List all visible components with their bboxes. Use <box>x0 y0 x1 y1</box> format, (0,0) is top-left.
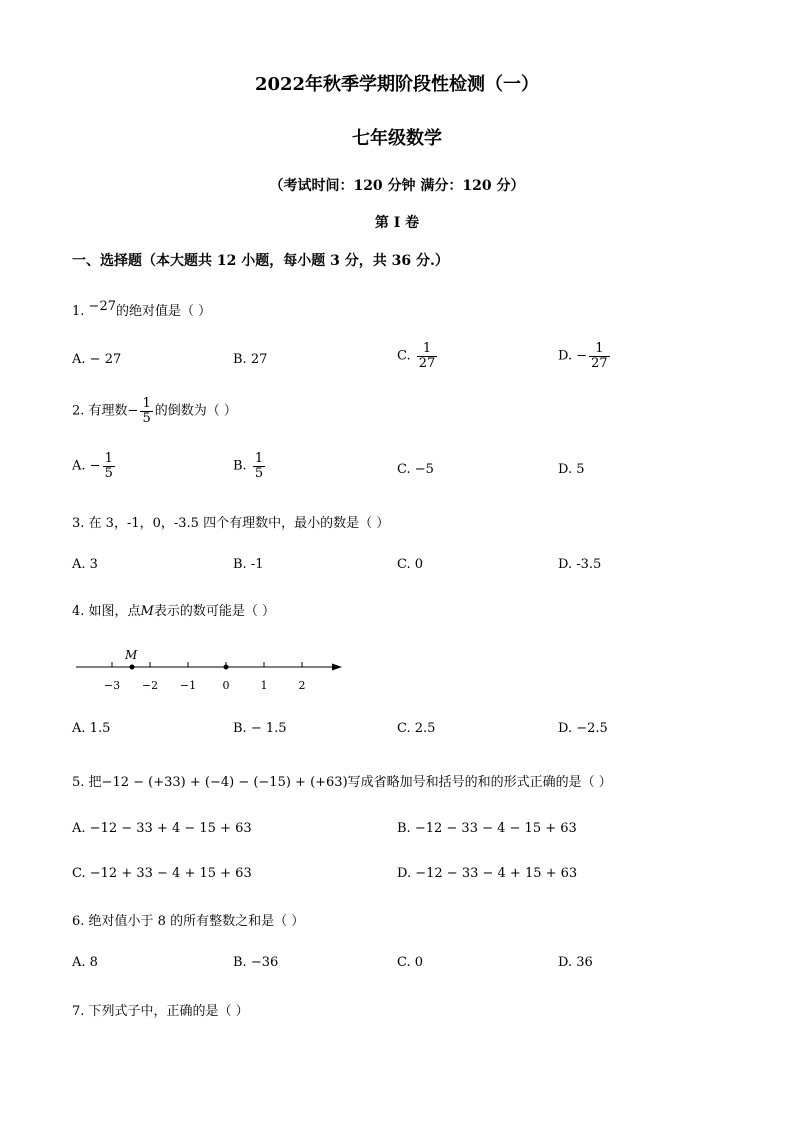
question-5-option-d[interactable] <box>397 866 577 881</box>
option-text: 27 <box>250 352 268 367</box>
option-label: D. <box>558 721 573 736</box>
option-text: 2.5 <box>414 721 436 736</box>
option-label: D. <box>558 557 573 572</box>
option-label: B. <box>233 955 247 970</box>
question-3-option-a[interactable] <box>72 557 98 572</box>
option-label: A. <box>72 821 86 836</box>
tick-label: 2 <box>298 679 306 692</box>
question-5-expression: −12 − (+33) + (−4) − (−15) + (+63) <box>101 775 348 790</box>
option-text: −12 − 33 + 4 − 15 + 63 <box>89 821 252 836</box>
exam-info: （考试时间：120 分钟 满分：120 分） <box>269 178 525 194</box>
option-text: − 1.5 <box>250 721 287 736</box>
number-line-figure <box>70 645 360 700</box>
point-m <box>130 665 135 670</box>
option-label: A. <box>72 458 86 474</box>
option-text: −2.5 <box>576 721 608 736</box>
tick-label: −1 <box>179 679 197 692</box>
tick-label: −2 <box>141 679 159 692</box>
option-text: 3 <box>89 557 98 572</box>
question-2-option-b[interactable] <box>233 452 267 480</box>
option-text: -3.5 <box>576 557 602 572</box>
option-text: 0 <box>414 955 424 970</box>
option-text: 5 <box>576 462 585 477</box>
option-text: −12 − 33 − 4 + 15 + 63 <box>415 866 578 881</box>
option-label: B. <box>233 721 247 736</box>
question-3-option-b[interactable] <box>233 557 264 572</box>
option-label: C. <box>397 721 411 736</box>
option-text: − 27 <box>89 352 122 367</box>
option-label: B. <box>233 352 247 367</box>
fraction: $\frac{1}{5}$ <box>104 451 113 481</box>
minus-sign: − <box>576 348 588 364</box>
question-2-suffix: 的倒数为（ ） <box>154 403 237 419</box>
question-2-prefix: 2. 有理数 <box>72 403 128 419</box>
question-1-text: 的绝对值是（ ） <box>115 304 212 319</box>
option-text: −36 <box>250 955 279 970</box>
option-text: 8 <box>89 955 98 970</box>
question-1-math: −27 <box>88 299 116 314</box>
question-4-option-a[interactable] <box>72 721 110 736</box>
volume-label: 第 I 卷 <box>374 215 420 231</box>
question-5-stem <box>72 771 612 790</box>
option-label: D. <box>558 955 573 970</box>
tick-label: −3 <box>103 679 121 692</box>
option-text: −5 <box>414 462 434 477</box>
variable-m: M <box>140 604 154 619</box>
option-label: D. <box>558 348 573 364</box>
question-2-option-a[interactable] <box>72 452 117 480</box>
fraction: $\frac{1}{27}$ <box>418 341 436 371</box>
question-6-option-b[interactable] <box>233 955 278 970</box>
option-text: -1 <box>250 557 264 572</box>
fraction: $\frac{1}{27}$ <box>591 341 608 371</box>
minus-sign: − <box>89 458 101 474</box>
minus-sign: − <box>127 403 139 419</box>
question-3-option-d[interactable] <box>558 557 601 572</box>
question-6-option-c[interactable] <box>397 955 423 970</box>
section-heading: 一、选择题（本大题共 12 小题，每小题 3 分，共 36 分.） <box>72 253 449 269</box>
option-text: 1.5 <box>89 721 111 736</box>
point-m-label: M <box>125 648 138 662</box>
option-label: C. <box>397 955 411 970</box>
question-4-suffix: 表示的数可能是（ ） <box>153 604 275 619</box>
question-6-stem: 6. 绝对值小于 8 的所有整数之和是（ ） <box>72 914 305 929</box>
question-5-suffix: 写成省略加号和括号的和的形式正确的是（ ） <box>347 775 612 790</box>
option-label: D. <box>397 866 412 881</box>
question-4-stem <box>72 600 275 619</box>
option-label: D. <box>558 462 573 477</box>
question-5-option-c[interactable] <box>72 866 252 881</box>
fraction: $\frac{1}{5}$ <box>254 451 264 481</box>
question-5-prefix: 5. 把 <box>72 775 102 790</box>
question-4-option-d[interactable] <box>558 721 608 736</box>
option-text: −12 + 33 − 4 + 15 + 63 <box>89 866 252 881</box>
question-6-option-a[interactable] <box>72 955 98 970</box>
option-label: A. <box>72 955 86 970</box>
question-5-option-a[interactable] <box>72 821 252 836</box>
question-6-option-d[interactable] <box>558 955 593 970</box>
option-text: −12 − 33 − 4 − 15 + 63 <box>414 821 577 836</box>
question-1-number: 1. <box>72 304 85 319</box>
option-label: C. <box>397 557 411 572</box>
option-text: 0 <box>414 557 424 572</box>
question-3-option-c[interactable] <box>397 557 423 572</box>
option-label: B. <box>397 821 411 836</box>
question-7-stem: 7. 下列式子中，正确的是（ ） <box>72 1004 249 1019</box>
question-1-stem <box>72 300 211 319</box>
question-1-option-b[interactable] <box>233 352 267 367</box>
tick-label: 1 <box>260 679 268 692</box>
subject-title: 七年级数学 <box>352 128 442 149</box>
question-1-option-a[interactable] <box>72 352 121 367</box>
question-4-option-c[interactable] <box>397 721 435 736</box>
arrow-right-icon <box>332 664 342 671</box>
tick-label: 0 <box>222 679 230 692</box>
question-5-option-b[interactable] <box>397 821 577 836</box>
question-2-stem <box>72 397 237 425</box>
fraction: $\frac{1}{5}$ <box>142 396 151 426</box>
question-1-option-c[interactable] <box>397 342 439 370</box>
point-origin <box>224 665 229 670</box>
question-2-option-c[interactable] <box>397 462 434 477</box>
option-text: 36 <box>576 955 593 970</box>
question-1-option-d[interactable] <box>558 342 612 370</box>
option-label: A. <box>72 352 86 367</box>
question-4-option-b[interactable] <box>233 721 287 736</box>
option-label: C. <box>72 866 86 881</box>
option-label: A. <box>72 557 86 572</box>
exam-title: 2022年秋季学期阶段性检测（一） <box>254 74 540 95</box>
question-4-prefix: 4. 如图，点 <box>72 604 141 619</box>
question-2-option-d[interactable] <box>558 462 585 477</box>
option-label: C. <box>397 348 411 364</box>
option-label: B. <box>233 458 247 474</box>
option-label: C. <box>397 462 411 477</box>
question-3-stem: 3. 在 3，-1，0，-3.5 四个有理数中，最小的数是（ ） <box>72 516 390 531</box>
option-label: A. <box>72 721 86 736</box>
option-label: B. <box>233 557 247 572</box>
